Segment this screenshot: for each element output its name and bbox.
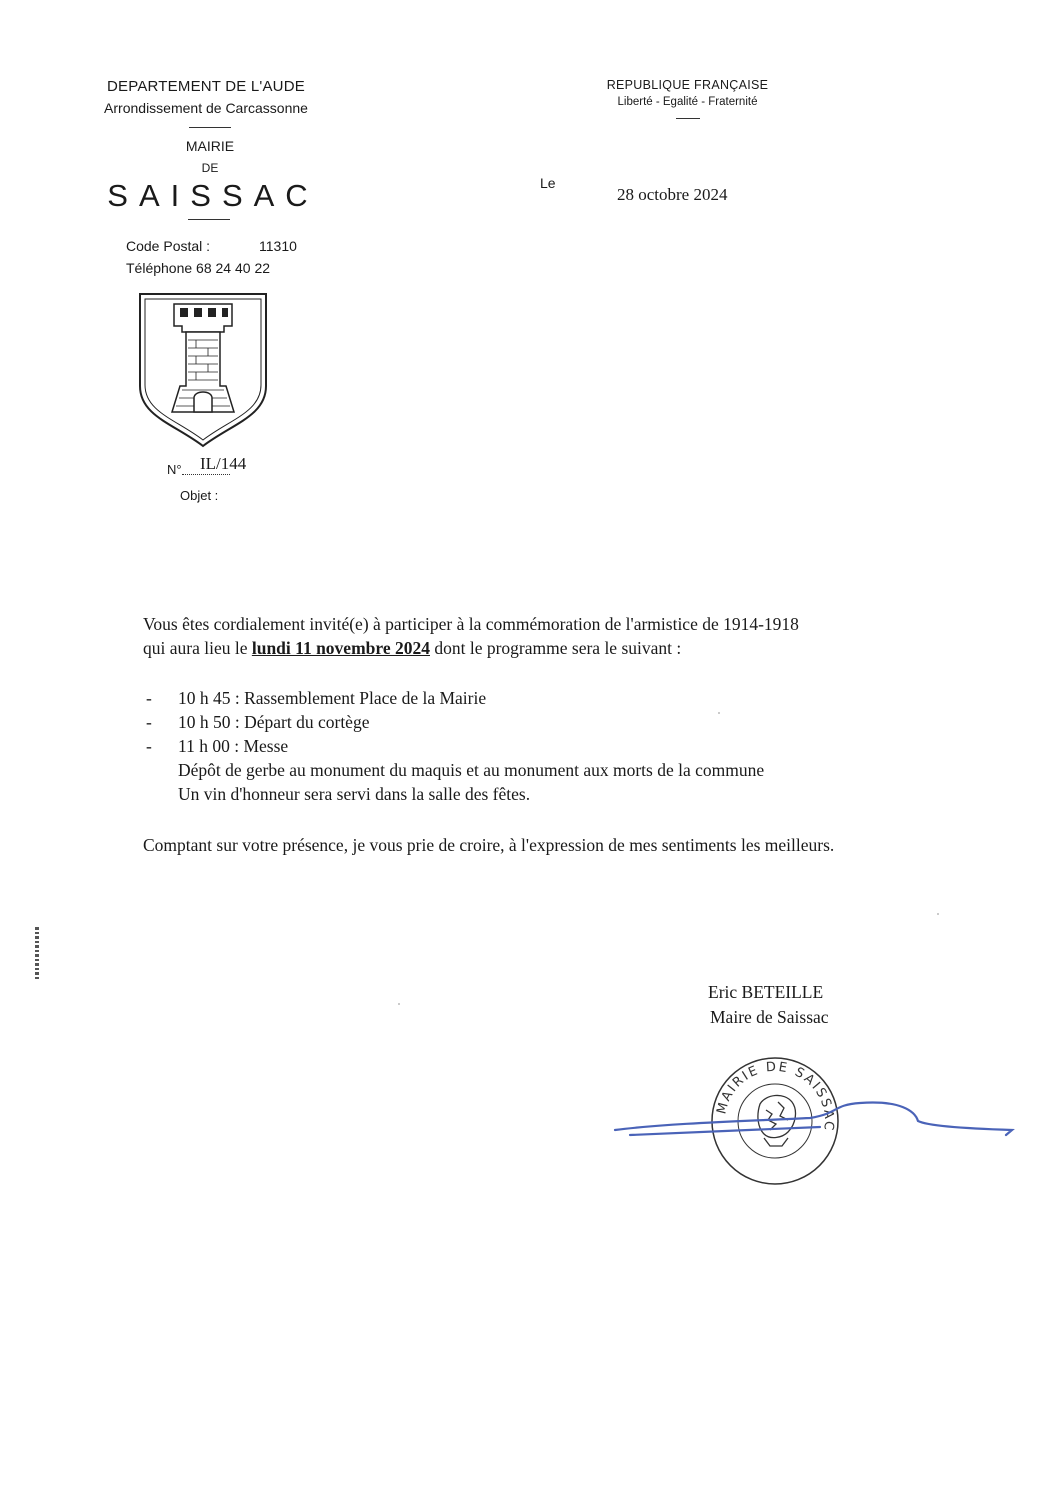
- invitation-line-2-end: dont le programme sera le suivant :: [429, 638, 682, 658]
- program-extra-line: [143, 758, 951, 782]
- list-dash: -: [146, 736, 152, 756]
- postal-code: 11310: [259, 238, 297, 254]
- town-name: SAISSAC: [107, 178, 319, 213]
- closing-paragraph: Comptant sur votre présence, je vous prie de croire, à l'expression de mes sentiments les meilleurs.: [143, 835, 835, 855]
- printer-mark: [28, 925, 46, 985]
- number-dotted-line: [182, 474, 230, 475]
- reference-number: IL/144: [200, 454, 247, 473]
- list-item: [143, 710, 951, 734]
- phone: Téléphone 68 24 40 22: [126, 260, 271, 276]
- invitation-paragraph: [143, 612, 951, 660]
- republic-label: REPUBLIQUE FRANÇAISE: [606, 78, 769, 92]
- signatory-title: Maire de Saissac: [710, 1007, 829, 1027]
- program-extra-text: Dépôt de gerbe au monument du maquis et au monument aux morts de la commune: [178, 760, 765, 780]
- program-item-text: 10 h 50 : Départ du cortège: [178, 712, 370, 732]
- list-dash: -: [146, 712, 152, 732]
- signatory-name: Eric BETEILLE: [708, 982, 824, 1002]
- department-name: DEPARTEMENT DE L'AUDE: [107, 78, 305, 95]
- invitation-line-2-start: qui aura lieu le: [143, 638, 252, 658]
- invitation-line-1: Vous êtes cordialement invité(e) à participer à la commémoration de l'armistice de 1914-1918: [143, 614, 799, 634]
- list-item: [143, 734, 951, 758]
- divider-1: [189, 127, 231, 128]
- de-label: DE: [201, 161, 219, 175]
- scan-speck: [718, 712, 720, 714]
- list-item: [143, 686, 951, 710]
- program-item-text: 11 h 00 : Messe: [178, 736, 289, 756]
- svg-text:MAIRIE DE SAISSAC: MAIRIE DE SAISSAC: [714, 1059, 837, 1133]
- object-label: Objet :: [180, 488, 219, 503]
- program-extra-text: Un vin d'honneur sera servi dans la salle des fêtes.: [178, 784, 531, 804]
- divider-2: [188, 219, 230, 220]
- handwritten-signature: [600, 1085, 1030, 1150]
- mairie-label: MAIRIE: [185, 138, 235, 154]
- arrondissement: Arrondissement de Carcassonne: [104, 100, 308, 116]
- coat-of-arms-icon: [136, 290, 270, 450]
- program-item-text: 10 h 45 : Rassemblement Place de la Mairie: [178, 688, 487, 708]
- scan-speck: [398, 1003, 400, 1005]
- date-prefix: Le: [540, 175, 556, 191]
- republic-motto: Liberté - Egalité - Fraternité: [617, 96, 758, 108]
- program-extra-line: [143, 782, 951, 806]
- postal-code-label: Code Postal :: [126, 238, 211, 254]
- invitation-line-2: [143, 636, 951, 660]
- event-date: lundi 11 novembre 2024: [251, 638, 430, 658]
- divider-3: [676, 118, 700, 119]
- program-list: [143, 686, 951, 806]
- number-label: N°: [167, 462, 182, 477]
- scan-speck: [937, 913, 939, 915]
- list-dash: -: [146, 688, 152, 708]
- letter-date: 28 octobre 2024: [617, 185, 728, 204]
